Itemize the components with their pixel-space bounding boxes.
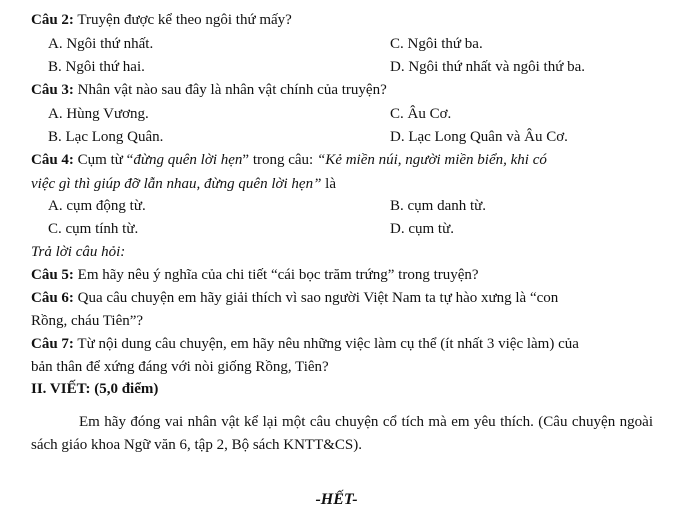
question-5 xyxy=(31,264,479,286)
question-3-text: Nhân vật nào sau đây là nhân vật chính của truyện? xyxy=(73,82,387,98)
question-2-text: Truyện được kể theo ngôi thứ mấy? xyxy=(73,12,292,28)
question-4-text-3: là xyxy=(321,176,336,192)
question-4-line-1 xyxy=(31,149,547,171)
question-7-line-1 xyxy=(31,333,579,355)
question-3-option-b: B. Lạc Long Quân. xyxy=(48,129,164,145)
question-4-phrase: đừng quên lời hẹn xyxy=(133,152,243,168)
question-4-label: Câu 4: xyxy=(31,152,74,168)
end-marker: -HẾT- xyxy=(315,491,358,508)
question-4-option-b: C. cụm tính từ. xyxy=(48,221,139,237)
question-2-option-c: C. Ngôi thứ ba. xyxy=(390,36,483,52)
question-4-option-a: A. cụm động từ. xyxy=(48,198,146,214)
question-4-text-1: Cụm từ “ xyxy=(73,152,134,168)
question-4-quote-line-2: việc gì thì giúp đỡ lẫn nhau, đừng quên lời hẹn” xyxy=(31,176,322,192)
question-2-option-d: D. Ngôi thứ nhất và ngôi thứ ba. xyxy=(390,59,585,75)
question-2-label: Câu 2: xyxy=(31,12,74,28)
question-3-option-c: C. Âu Cơ. xyxy=(390,106,452,122)
question-4-option-c: B. cụm danh từ. xyxy=(390,198,487,214)
question-4-line-2 xyxy=(31,173,336,195)
question-5-label: Câu 5: xyxy=(31,267,74,283)
question-2 xyxy=(31,9,292,31)
question-3-label: Câu 3: xyxy=(31,82,74,98)
question-3-option-a: A. Hùng Vương. xyxy=(48,106,149,122)
question-4-text-2: ” trong câu: xyxy=(242,152,317,168)
question-4-option-d: D. cụm từ. xyxy=(390,221,454,237)
question-6-text-1: Qua câu chuyện em hãy giải thích vì sao người Việt Nam ta tự hào xưng là “con xyxy=(73,290,559,306)
question-6-line-2: Rồng, cháu Tiên”? xyxy=(31,313,144,329)
question-2-option-b: B. Ngôi thứ hai. xyxy=(48,59,145,75)
question-7-label: Câu 7: xyxy=(31,336,74,352)
question-5-text: Em hãy nêu ý nghĩa của chi tiết “cái bọc trăm trứng” trong truyện? xyxy=(73,267,479,283)
question-2-option-a: A. Ngôi thứ nhất. xyxy=(48,36,154,52)
question-7-line-2: bản thân để xứng đáng với nòi giống Rồng, Tiên? xyxy=(31,359,329,375)
section-2-title: II. VIẾT: (5,0 điểm) xyxy=(31,381,159,397)
writing-prompt: Em hãy đóng vai nhân vật kể lại một câu chuyện cổ tích mà em yêu thích. (Câu chuyện ngoài sách giáo khoa Ngữ văn 6, tập 2, Bộ sách KNTT&CS). xyxy=(31,414,653,453)
question-3-option-d: D. Lạc Long Quân và Âu Cơ. xyxy=(390,129,568,145)
answer-heading: Trả lời câu hỏi: xyxy=(31,244,126,260)
question-7-text-1: Từ nội dung câu chuyện, em hãy nêu những việc làm cụ thể (ít nhất 3 việc làm) của xyxy=(73,336,579,352)
question-3 xyxy=(31,79,387,101)
question-6-line-1 xyxy=(31,287,558,309)
question-4-quote-line-1: “Kẻ miền núi, người miền biển, khi có xyxy=(316,152,547,168)
question-6-label: Câu 6: xyxy=(31,290,74,306)
